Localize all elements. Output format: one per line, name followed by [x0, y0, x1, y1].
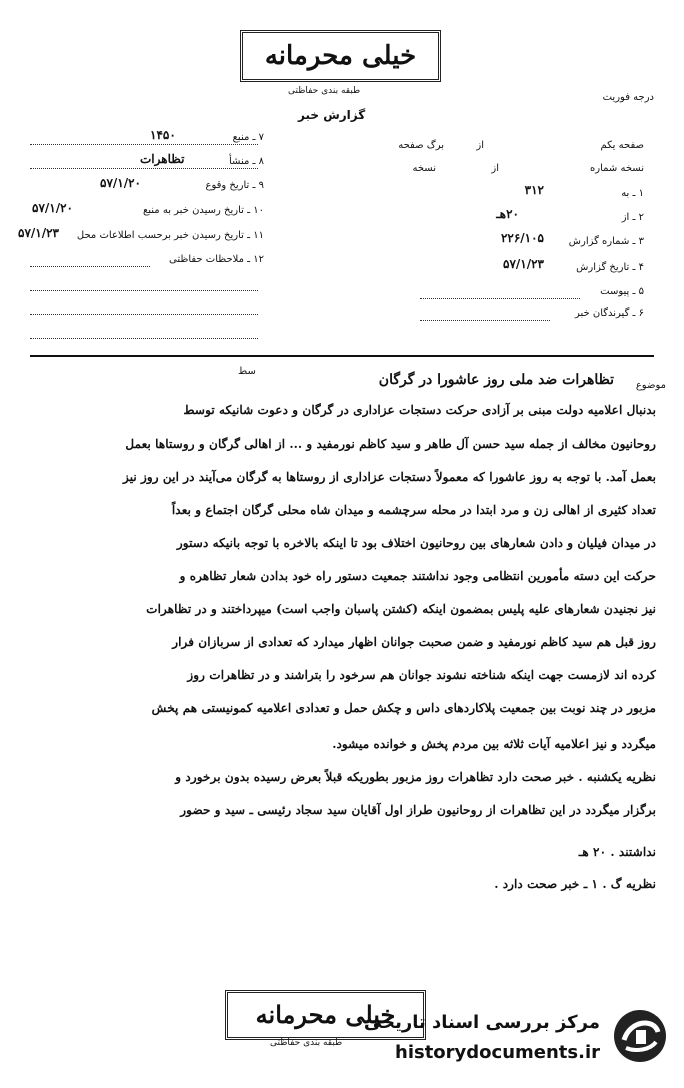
right-field-extra: برگ صفحه	[398, 140, 444, 151]
archive-logo-icon	[610, 1006, 670, 1066]
right-field-label: ۱ ـ به	[621, 188, 644, 199]
classification-stamp-bottom-text: خیلی محرمانه	[255, 1000, 396, 1029]
right-field-value: ۵۷/۱/۲۳	[503, 257, 544, 271]
right-field-label: ۲ ـ از	[621, 212, 644, 223]
body-line: نظریه گ . ۱ ـ خبر صحت دارد .	[494, 877, 656, 891]
left-field-label: ۱۰ ـ تاریخ رسیدن خبر به منبع	[142, 205, 264, 216]
left-field-dots	[30, 314, 258, 315]
body-line: در میدان فیلیان و دادن شعارهای بین روحانیون اختلاف بود تا اینکه بالاخره با توجه بانیکه دستور	[176, 536, 656, 550]
left-field-label: ۷ ـ منبع	[232, 132, 264, 143]
subject-mark: سط	[238, 366, 256, 377]
body-line: کرده اند لازمست جهت اینکه شناخته نشوند جوانان هم سرخود را بتراشند و در تظاهرات روز	[187, 668, 656, 682]
right-field-value: از	[491, 163, 499, 174]
body-line: روحانیون مخالف از جمله سید حسن آل طاهر و سید کاظم نورمفید و ... از اهالی گرگان و روستاها بعمل	[125, 437, 656, 451]
right-field-value: ۲۲۶/۱۰۵	[500, 231, 544, 245]
watermark-logo	[363, 998, 670, 1078]
left-field-dots	[30, 290, 258, 291]
watermark-url: historydocuments.ir	[395, 1042, 600, 1063]
right-field-label: ۵ ـ پیوست	[600, 286, 644, 297]
left-field-label: ۱۲ ـ ملاحظات حفاظتی	[169, 254, 264, 265]
body-line: حرکت این دسته مأمورین انتظامی وجود نداشتند جمعیت دستور راه خود بدادن شعار تظاهره و	[179, 569, 656, 583]
subject-text: تظاهرات ضد ملی روز عاشورا در گرگان	[378, 372, 614, 388]
classification-stamp-bottom-sub: طبقه بندی حفاظتی	[270, 1038, 343, 1048]
right-field-label: صفحه یکم	[600, 140, 644, 151]
left-field-value: ۱۴۵۰	[150, 128, 176, 142]
body-line: بدنبال اعلامیه دولت مبنی بر آزادی حرکت دستجات عزاداری در گرگان و دعوت شانیکه توسط	[183, 403, 656, 417]
body-line: مزبور در چند نوبت بین جمعیت پلاکاردهای داس و چکش حمل و تعدادی اعلامیه کمونیستی هم پخش	[151, 701, 656, 715]
body-line: بعمل آمد. با توجه به روز عاشورا که معمولاً دستجات عزاداری از روستاها به گرگان می‌آیند در این روز نیز	[122, 470, 656, 484]
left-field-label: ۸ ـ منشأ	[228, 156, 264, 167]
subject-label: موضوع	[635, 380, 666, 391]
right-field-value: ۳۱۲	[524, 183, 544, 197]
left-field-dots	[30, 338, 258, 339]
right-field-dots	[420, 298, 580, 299]
right-field-value: ۲۰هـ	[496, 207, 519, 221]
right-field-dots	[420, 320, 550, 321]
left-field-dots	[30, 266, 150, 267]
left-field-value: ۵۷/۱/۲۰	[100, 176, 141, 190]
left-field-dots	[30, 168, 258, 169]
watermark-org-name: مرکز بررسی اسناد تاریخی	[363, 1012, 600, 1033]
left-field-value: ۵۷/۱/۲۳	[18, 226, 59, 240]
left-field-dots	[30, 144, 258, 145]
left-field-value: ۵۷/۱/۲۰	[32, 201, 73, 215]
classification-stamp-top-sub: طبقه بندی حفاظتی	[288, 86, 361, 96]
classification-stamp-top-text: خیلی محرمانه	[264, 41, 417, 71]
right-field-label: ۳ ـ شماره گزارش	[568, 236, 644, 247]
body-line: تعداد کثیری از اهالی زن و مرد ابتدا در محله سرچشمه و میدان شاه محلی گرگان اجتماع و بعداً	[171, 503, 656, 517]
right-field-value: از	[476, 140, 484, 151]
right-field-label: نسخه شماره	[590, 163, 644, 174]
body-line: روز قبل هم سید کاظم نورمفید و ضمن صحبت جوانان اظهار میدارد که تعدادی از سربازان فرار	[172, 635, 656, 649]
left-field-value: تظاهرات	[140, 152, 185, 166]
body-line: نداشتند . ۲۰ هـ	[578, 845, 656, 859]
right-field-label: ۴ ـ تاریخ گزارش	[576, 262, 644, 273]
body-line: نظریه یکشنبه . خبر صحت دارد تظاهرات روز مزبور بطوریکه قبلاً بعرض رسیده بدون برخورد و	[175, 770, 656, 784]
degree-label: درجه فوریت	[602, 92, 654, 103]
left-field-label: ۱۱ ـ تاریخ رسیدن خبر برحسب اطلاعات محل	[76, 230, 264, 241]
right-field-label: ۶ ـ گیرندگان خبر	[574, 308, 644, 319]
report-title: گزارش خبر	[298, 108, 366, 122]
left-field-label: ۹ ـ تاریخ وقوع	[205, 180, 264, 191]
body-line: میگردد و نیز اعلامیه آیات ثلاثه بین مردم پخش و خوانده میشود.	[332, 737, 656, 751]
right-field-extra: نسخه	[412, 163, 436, 174]
header-divider	[30, 355, 654, 357]
body-line: نیز نجنیدن شعارهای علیه پلیس بمضمون اینکه (کشتن پاسبان واجب است) میپرداختند و در تظاهرات	[146, 602, 656, 616]
body-line: برگزار میگردد در این تظاهرات از روحانیون طراز اول آقایان سید سجاد رئیسی ـ سید و حضور	[180, 803, 656, 817]
classification-stamp-top	[240, 30, 441, 82]
